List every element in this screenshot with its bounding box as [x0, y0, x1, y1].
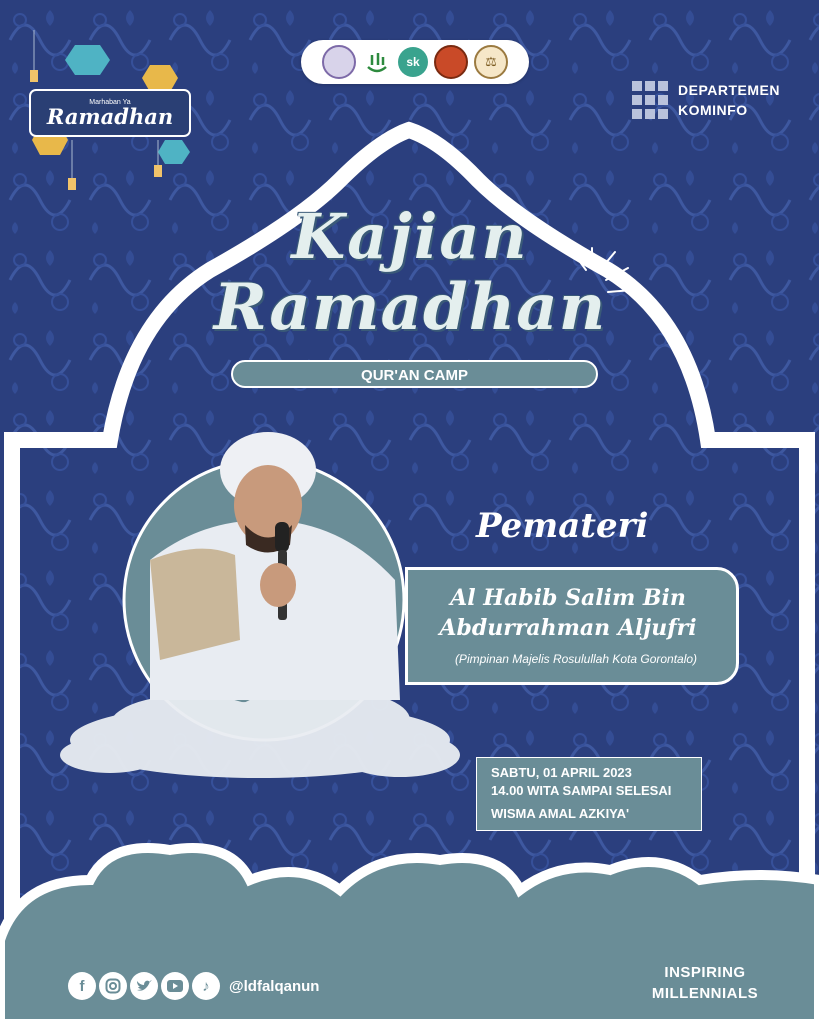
- tagline-line2: MILLENNIALS: [651, 985, 759, 1002]
- dept-line2: KOMINFO: [678, 102, 748, 118]
- subtitle-pill: QUR'AN CAMP: [231, 360, 598, 388]
- facebook-icon[interactable]: f: [68, 972, 96, 1000]
- event-date: SABTU, 01 APRIL 2023: [491, 765, 632, 780]
- speaker-role: (Pimpinan Majelis Rosulullah Kota Gorontalo): [454, 652, 698, 666]
- social-handle[interactable]: @ldfalqanun: [229, 977, 320, 995]
- twitter-icon[interactable]: [130, 972, 158, 1000]
- tagline-line1: INSPIRING: [664, 964, 746, 981]
- badge-small-text: Marhaban Ya: [89, 99, 131, 106]
- speaker-name-line1: Al Habib Salim Bin: [450, 585, 686, 611]
- law-logo-icon: ⚖: [474, 45, 508, 79]
- title-line2: Ramadhan: [213, 270, 607, 345]
- logo-strip: [301, 40, 529, 84]
- faculty-seal-icon: [434, 45, 468, 79]
- dept-line1: DEPARTEMEN: [678, 82, 780, 98]
- sk-logo-icon: sk: [398, 47, 428, 77]
- social-bar: [68, 972, 319, 1000]
- speaker-name-line2: Abdurrahman Aljufri: [439, 615, 697, 641]
- speaker-name: [418, 583, 718, 643]
- badge-title: Ramadhan: [46, 104, 174, 129]
- event-time: 14.00 WITA SAMPAI SELESAI: [491, 783, 672, 798]
- speaker-heading: Pemateri: [476, 506, 649, 546]
- tiktok-icon[interactable]: ♪: [192, 972, 220, 1000]
- youtube-icon[interactable]: [161, 972, 189, 1000]
- event-venue: WISMA AMAL AZKIYA': [491, 806, 630, 821]
- title-line1: Kajian: [291, 200, 529, 273]
- department: [632, 80, 780, 120]
- tagline: [630, 962, 780, 1004]
- instagram-icon[interactable]: [99, 972, 127, 1000]
- university-seal-icon: [322, 45, 356, 79]
- ldf-logo-icon: [362, 47, 392, 77]
